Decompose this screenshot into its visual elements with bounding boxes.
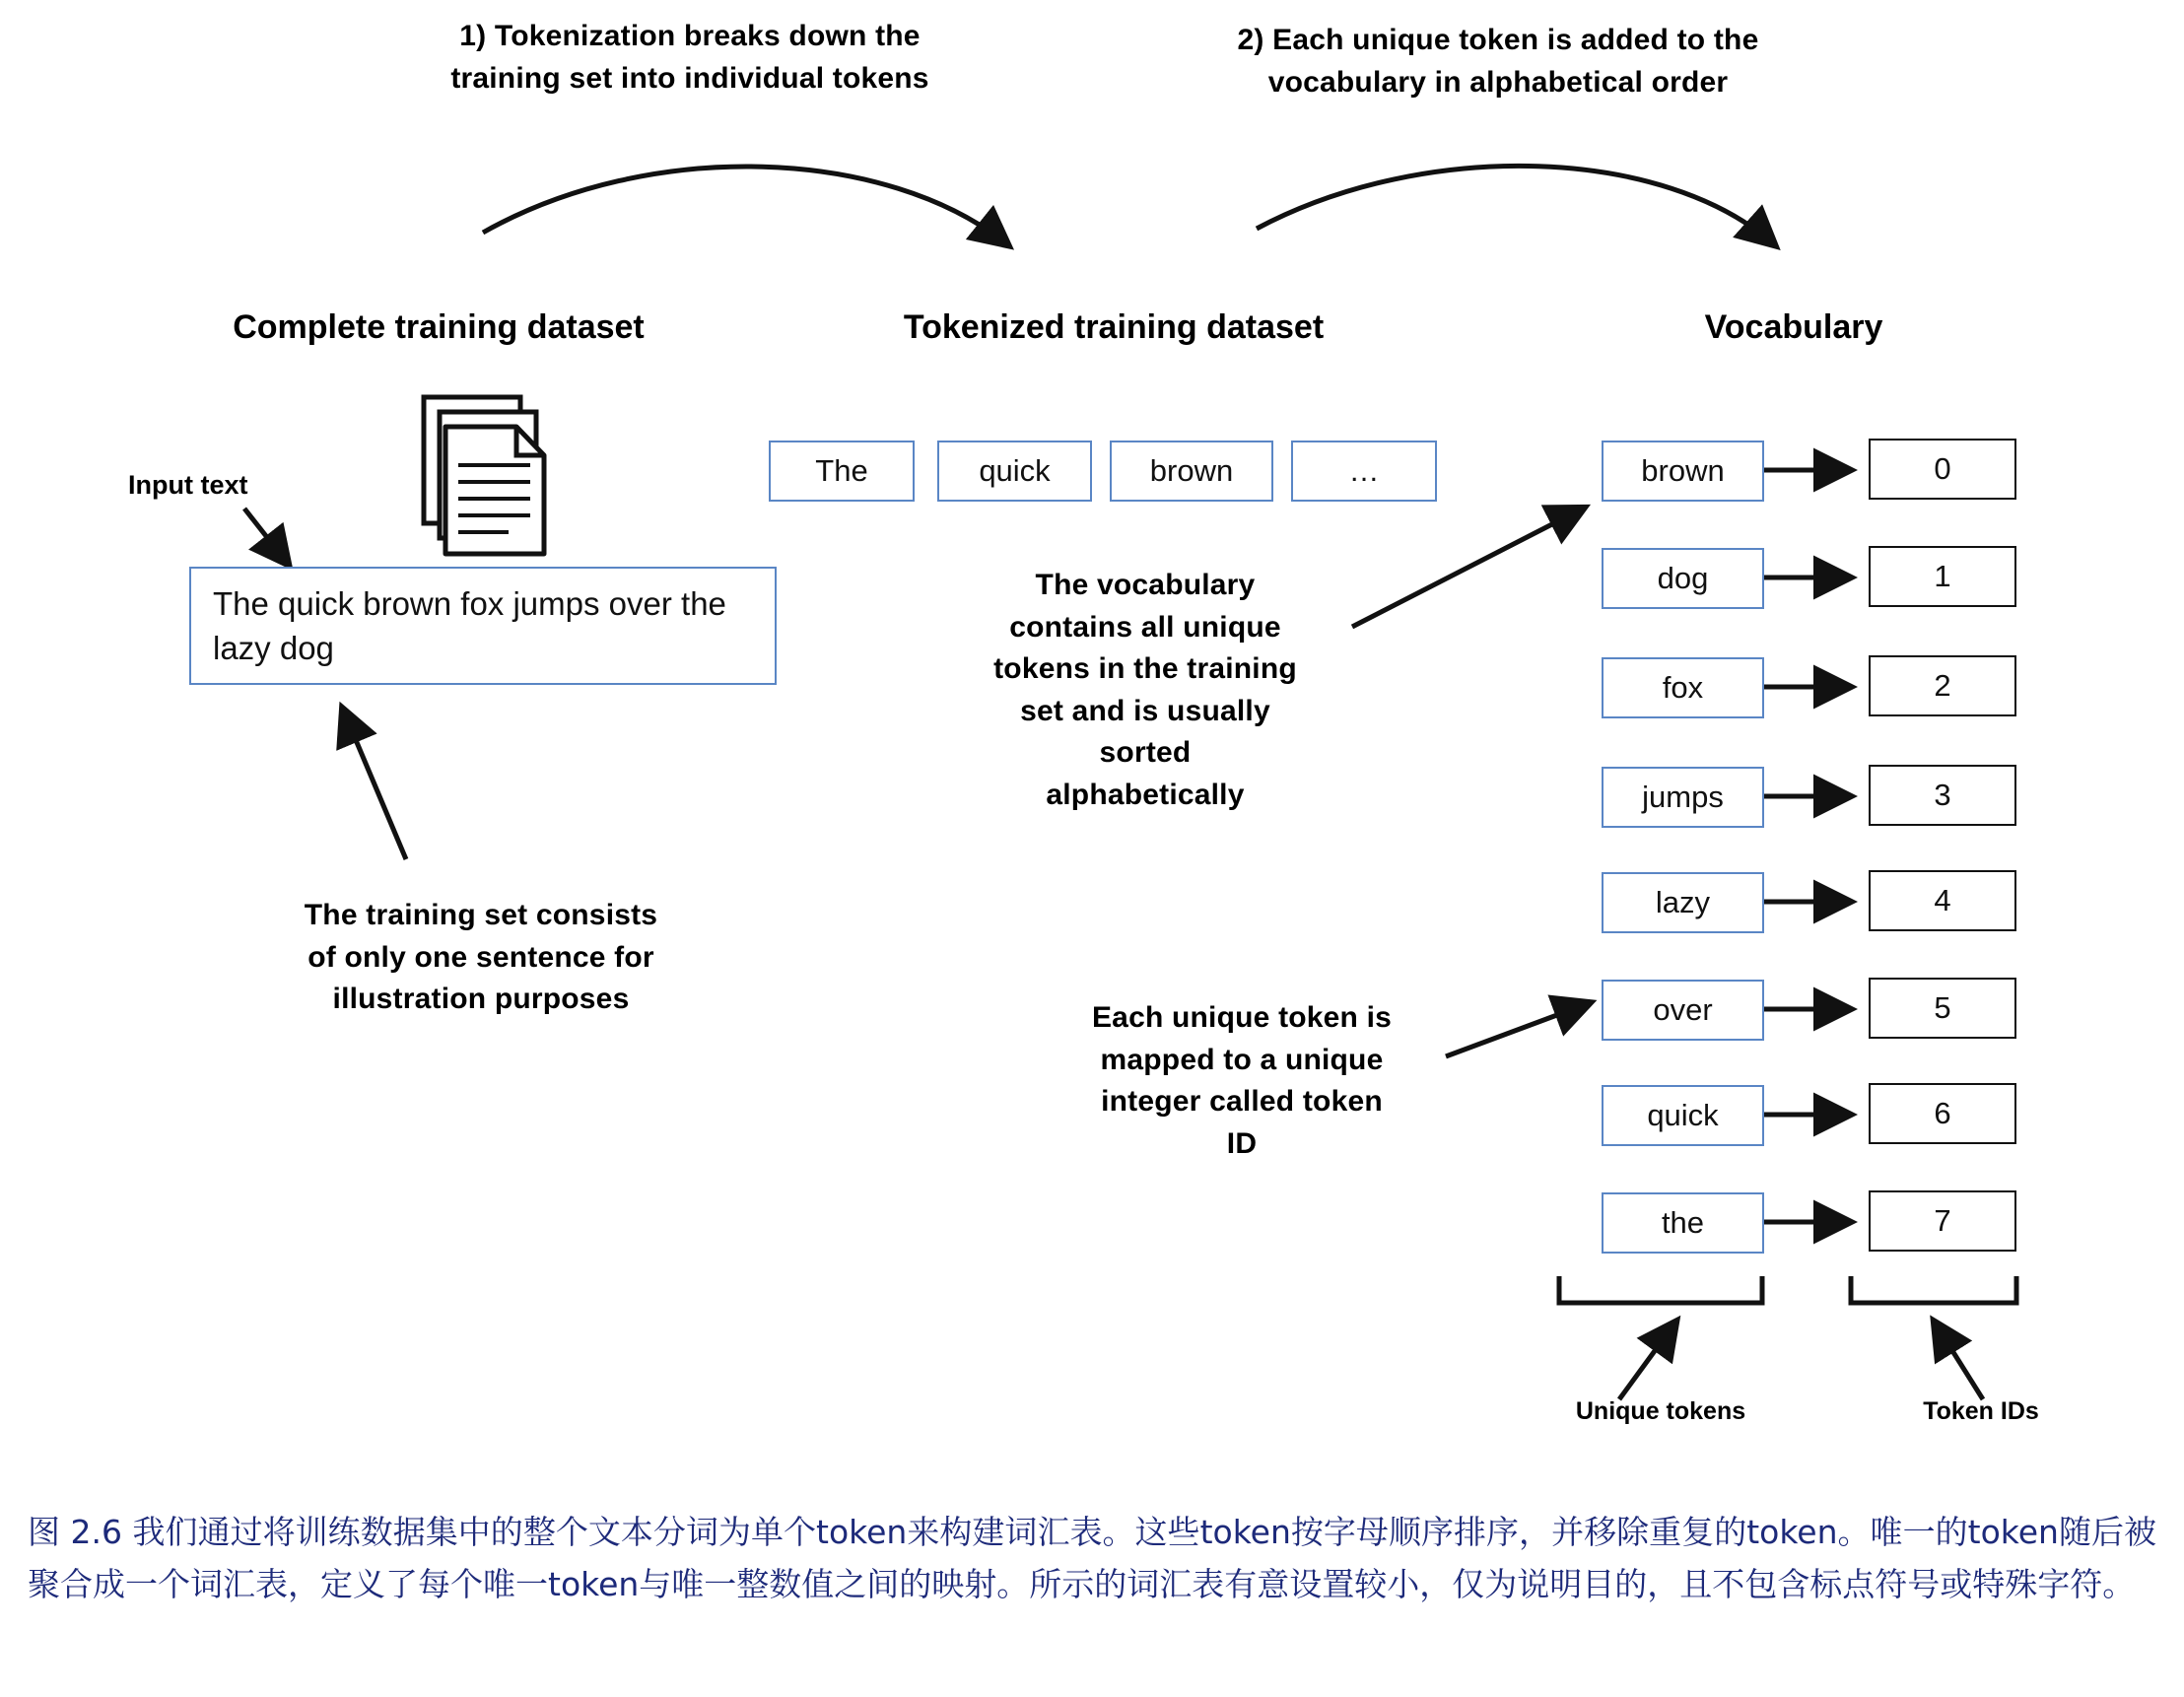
training-set-note [254,895,708,1021]
token-box: quick [937,441,1092,502]
token-id-box: 4 [1869,870,2016,931]
arrow-step1 [483,167,1007,244]
training-note-line-1: The training set consists [304,899,658,931]
vocab-token-box: the [1602,1192,1764,1254]
step-1-line-2: training set into individual tokens [450,61,929,95]
arrows-token-to-id [1764,470,1849,1222]
token-box: … [1291,441,1437,502]
token-box: brown [1110,441,1273,502]
arrow-vocab-note [1352,509,1583,627]
vocab-note-line-6: alphabetically [1046,778,1245,811]
vocab-token-box: brown [1602,441,1764,502]
token-box: The [769,441,915,502]
label-token-ids: Token IDs [1923,1397,2039,1425]
figure-caption: 图 2.6 我们通过将训练数据集中的整个文本分词为单个token来构建词汇表。这些token按字母顺序排序，并移除重复的token。唯一的token随后被聚合成一个词汇表，定义了每个唯一token与唯一整数值之间的映射。所示的词汇表有意设置较小，仅为说明目的，且不包含标点符号或特殊字符。 [28,1513,2156,1604]
token-id-box: 7 [1869,1190,2016,1252]
arrow-token-ids-label [1935,1323,1983,1399]
vocab-note-line-5: sorted [1099,736,1192,770]
vocab-token-box: over [1602,980,1764,1041]
token-id-box: 1 [1869,546,2016,607]
vocab-note-line-3: tokens in the training [993,652,1297,686]
vocab-note-line-2: contains all unique [1009,610,1281,644]
title-complete-training-dataset: Complete training dataset [233,308,645,346]
token-id-box: 2 [1869,655,2016,716]
step-1-line-1: 1) Tokenization breaks down the [459,20,921,52]
arrow-unique-tokens-label [1619,1323,1675,1399]
document-stack-icon [424,397,544,554]
title-vocabulary: Vocabulary [1704,308,1883,346]
input-text-label: Input text [128,470,248,500]
id-note-line-4: ID [1226,1126,1258,1160]
token-id-box: 6 [1869,1083,2016,1144]
step-2-line-1: 2) Each unique token is added to the [1237,24,1759,56]
id-note-line-3: integer called token [1101,1085,1383,1119]
token-id-box: 0 [1869,439,2016,500]
vocab-token-box: quick [1602,1085,1764,1146]
id-note-line-2: mapped to a unique [1100,1043,1384,1076]
step-2-line-2: vocabulary in alphabetical order [1267,65,1729,99]
training-note-line-3: illustration purposes [332,983,630,1016]
step-1-note [375,16,1005,100]
vocab-note-line-1: The vocabulary [1035,569,1256,601]
token-id-box: 5 [1869,978,2016,1039]
token-id-note [1064,997,1419,1165]
arrow-step2 [1257,166,1774,244]
arrow-training-note [343,710,406,859]
label-unique-tokens: Unique tokens [1575,1397,1746,1425]
bracket-token-ids [1851,1276,2016,1303]
id-note-line-1: Each unique token is [1091,1001,1393,1034]
vocab-note-line-4: set and is usually [1020,694,1270,727]
vocab-token-box: dog [1602,548,1764,609]
bracket-unique-tokens [1559,1276,1762,1303]
training-note-line-2: of only one sentence for [307,940,654,974]
vocab-token-box: lazy [1602,872,1764,933]
step-2-note [1163,20,1833,103]
vocab-token-box: fox [1602,657,1764,718]
vocabulary-note [948,565,1342,817]
input-text-box: The quick brown fox jumps over the lazy dog [189,567,777,685]
arrow-id-note [1446,1003,1589,1056]
arrow-input-text [244,509,288,564]
title-tokenized-training-dataset: Tokenized training dataset [903,308,1325,346]
token-id-box: 3 [1869,765,2016,826]
vocab-token-box: jumps [1602,767,1764,828]
